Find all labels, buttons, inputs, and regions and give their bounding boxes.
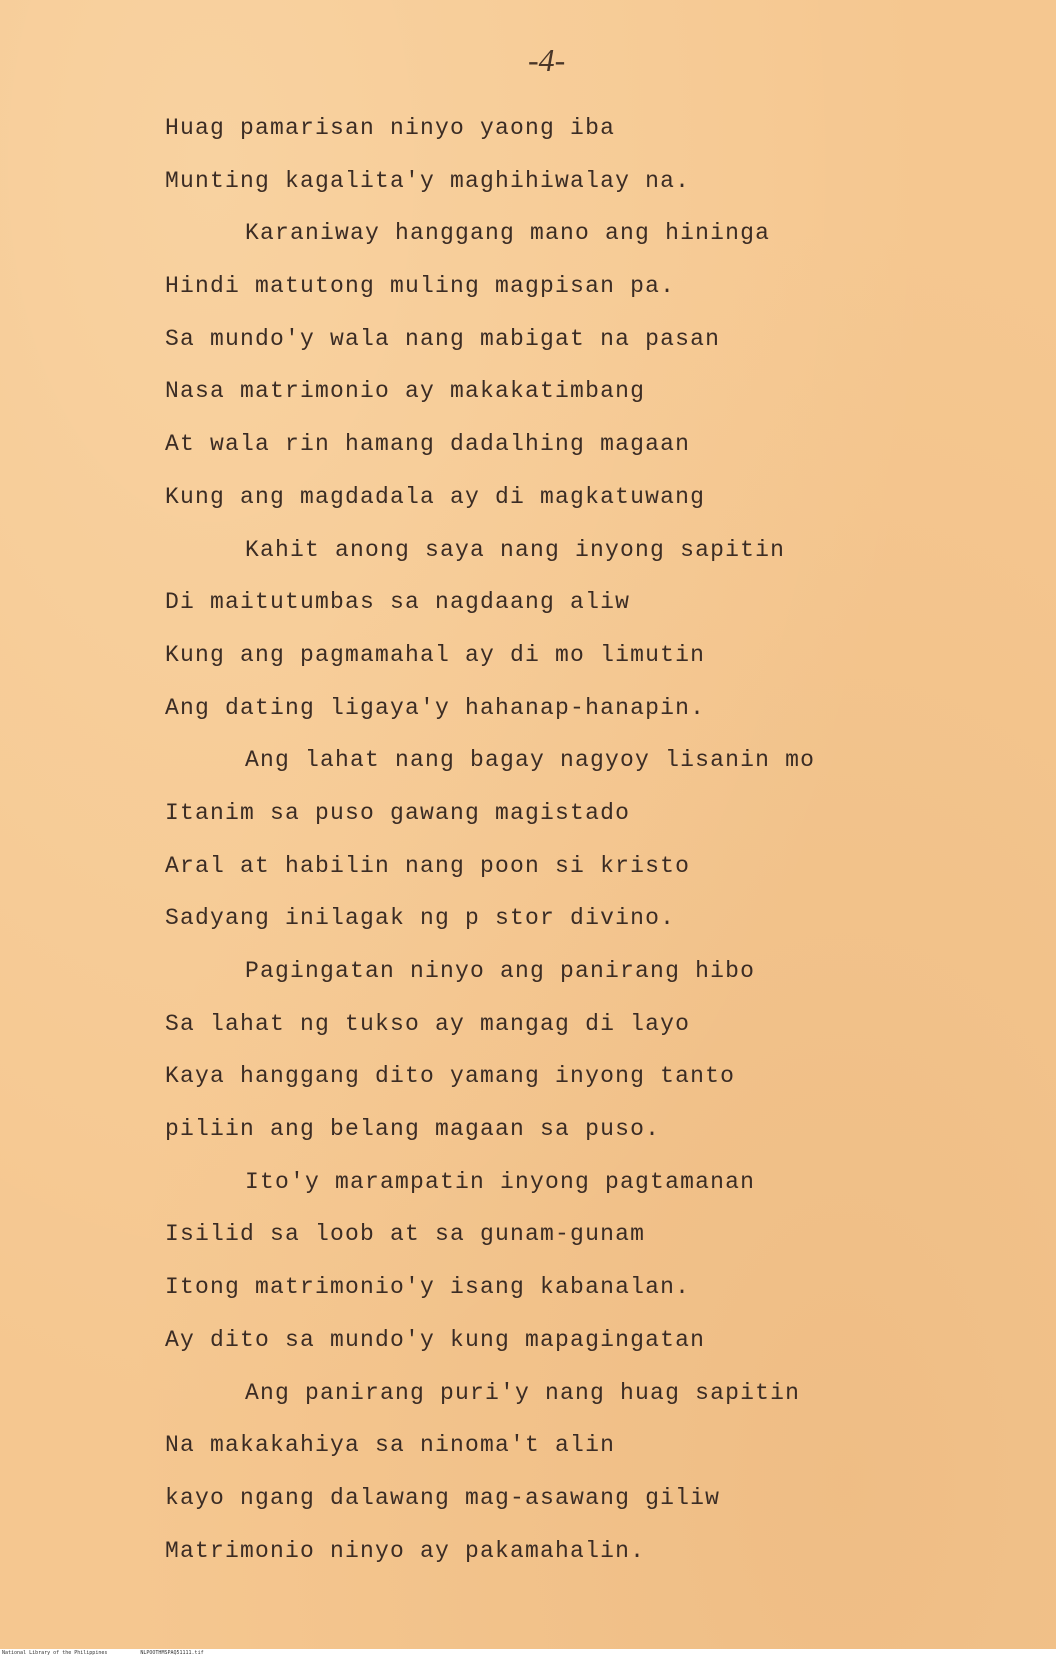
poem-line: Itong matrimonio'y isang kabanalan. xyxy=(165,1274,691,1301)
poem-body xyxy=(165,102,1025,1577)
poem-line: Kaya hanggang dito yamang inyong tanto xyxy=(165,1063,736,1090)
poem-line: Munting kagalita'y maghihiwalay na. xyxy=(165,167,691,194)
poem-line: Karaniway hanggang mano ang hininga xyxy=(245,220,771,247)
scan-footer xyxy=(0,1649,1056,1658)
poem-line: Kahit anong saya nang inyong sapitin xyxy=(245,536,786,563)
poem-line: Ito'y marampatin inyong pagtamanan xyxy=(245,1168,756,1195)
page-number: -4- xyxy=(528,42,566,78)
poem-line: Na makakahiya sa ninoma't alin xyxy=(165,1432,616,1459)
poem-line: Itanim sa puso gawang magistado xyxy=(165,799,631,826)
poem-line: Hindi matutong muling magpisan pa. xyxy=(165,273,676,300)
poem-line: Ay dito sa mundo'y kung mapagingatan xyxy=(165,1326,706,1353)
poem-line: Kung ang magdadala ay di magkatuwang xyxy=(165,483,706,510)
poem-line: Nasa matrimonio ay makakatimbang xyxy=(165,378,646,405)
poem-line: Ang lahat nang bagay nagyoy lisanin mo xyxy=(245,747,816,774)
poem-line: Matrimonio ninyo ay pakamahalin. xyxy=(165,1537,646,1564)
poem-line: Isilid sa loob at sa gunam-gunam xyxy=(165,1221,646,1248)
poem-line: Sa lahat ng tukso ay mangag di layo xyxy=(165,1010,691,1037)
file-id: NLPOOTHMSPAQ51111.tif xyxy=(140,1650,204,1656)
poem-line: Huag pamarisan ninyo yaong iba xyxy=(165,115,616,141)
poem-line: Sadyang inilagak ng p stor divino. xyxy=(165,905,676,932)
poem-line: Ang panirang puri'y nang huag sapitin xyxy=(245,1379,801,1406)
poem-line: At wala rin hamang dadalhing magaan xyxy=(165,431,691,458)
poem-line: Pagingatan ninyo ang panirang hibo xyxy=(245,958,756,984)
library-name: National Library of the Philippines xyxy=(2,1650,108,1656)
poem-line: Aral at habilin nang poon si kristo xyxy=(165,852,691,879)
poem-line: piliin ang belang magaan sa puso. xyxy=(165,1116,661,1143)
poem-line: Kung ang pagmamahal ay di mo limutin xyxy=(165,641,706,668)
poem-line: Ang dating ligaya'y hahanap-hanapin. xyxy=(165,694,706,721)
poem-line: kayo ngang dalawang mag-asawang giliw xyxy=(165,1484,721,1511)
poem-line: Sa mundo'y wala nang mabigat na pasan xyxy=(165,325,721,352)
poem-line: Di maitutumbas sa nagdaang aliw xyxy=(165,589,631,616)
